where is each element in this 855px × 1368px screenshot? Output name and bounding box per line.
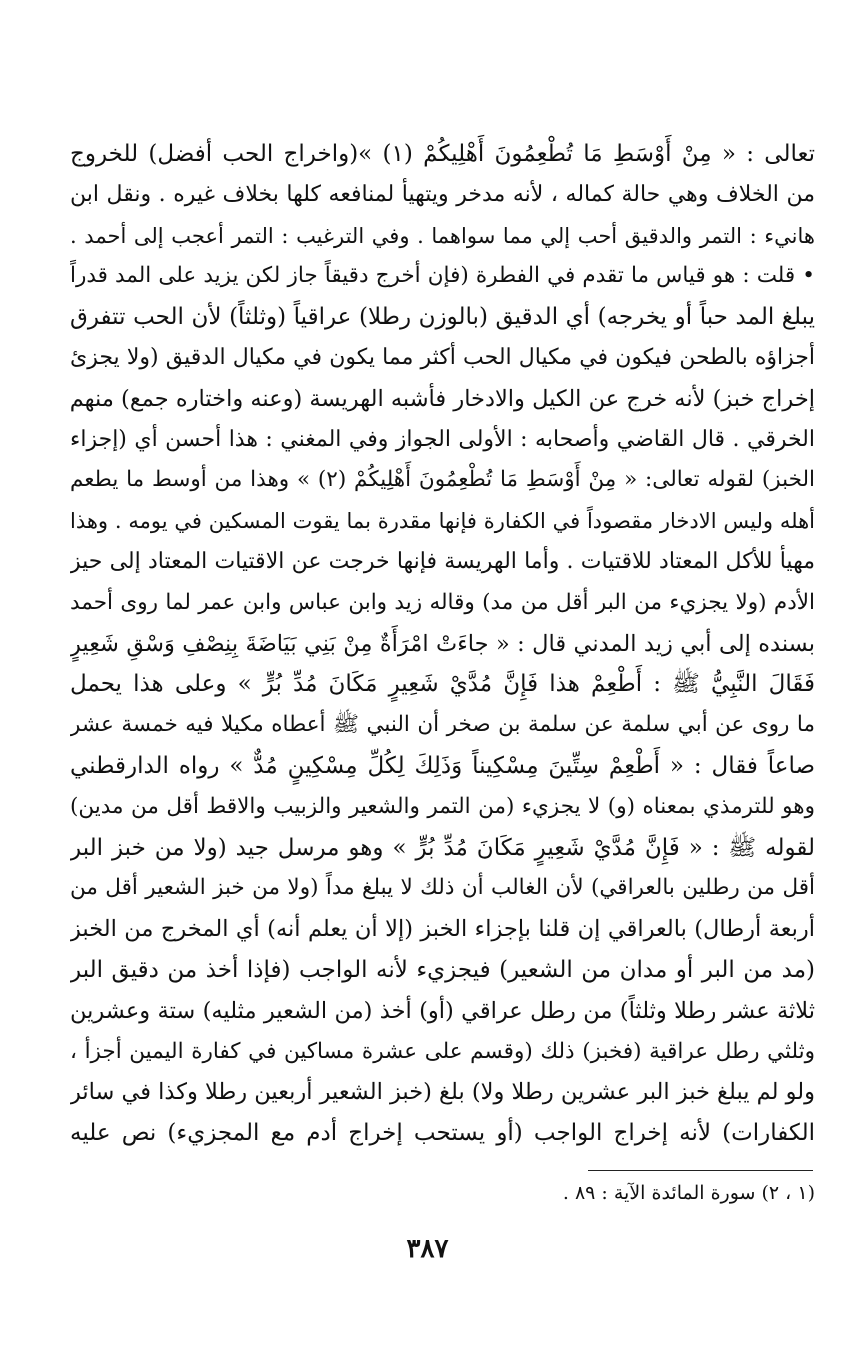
text-line: لقوله ﷺ : « فَإِنَّ مُدَّيْ شَعِيرٍ مَكَانَ مُدِّ بُرٍّ » وهو مرسل جيد (ولا من خبز البر: [70, 834, 815, 861]
text-line: ولو لم يبلغ خبز البر عشرين رطلا ولا) بلغ (خبز الشعير أربعين رطلا وكذا في سائر: [70, 1079, 815, 1106]
text-line: إخراج خبز) لأنه خرج عن الكيل والادخار فأشبه الهريسة (وعنه واختاره جمع) منهم: [70, 385, 815, 412]
page-number: ٣٨٧: [406, 1234, 449, 1264]
text-line: ثلاثة عشر رطلا وثلثاً) من رطل عراقي (أو) أخذ (من الشعير مثليه) ستة وعشرين: [70, 997, 815, 1024]
text-line: ما روى عن أبي سلمة عن سلمة بن صخر أن النبي ﷺ أعطاه مكيلا فيه خمسة عشر: [70, 712, 815, 738]
text-line: هانيء : التمر والدقيق أحب إلي مما سواهما . وفي الترغيب : التمر أعجب إلى أحمد .: [70, 223, 815, 248]
text-line: مهيأ للأكل المعتاد للاقتيات . وأما الهريسة فإنها خرجت عن الاقتيات المعتاد إلى حيز: [70, 548, 815, 574]
footnote-divider: [588, 1170, 813, 1171]
text-line: الكفارات) لأنه إخراج الواجب (أو يستحب إخراج أدم مع المجزيء) نص عليه: [70, 1120, 815, 1147]
text-line: الخرقي . قال القاضي وأصحابه : الأولى الجواز وفي المغني : هذا أحسن أي (إجزاء: [70, 426, 815, 452]
text-line: أهله وليس الادخار مقصوداً في الكفارة فإنها مقدرة بما يقوت المسكين في يومه . وهذا: [70, 509, 815, 534]
text-line: أجزاؤه بالطحن فيكون في مكيال الحب أكثر مما يكون في مكيال الدقيق (ولا يجزئ: [70, 344, 815, 370]
text-line: • قلت : هو قياس ما تقدم في الفطرة (فإن أخرج دقيقاً جاز لكن يزيد على المد قدراً: [70, 263, 815, 289]
text-line: من الخلاف وهي حالة كماله ، لأنه مدخر ويتهيأ لمنافعه كلها بخلاف غيره . ونقل ابن: [70, 181, 815, 207]
text-line: (مد من البر أو مدان من الشعير) فيجزيء لأنه الواجب (فإذا أخذ من دقيق البر: [70, 956, 815, 983]
footnote: (١ ، ٢) سورة المائدة الآية : ٨٩ .: [562, 1182, 815, 1204]
text-line: وثلثي رطل عراقية (فخبز) ذلك (وقسم على عشرة مساكين في كفارة اليمين أجزأ ،: [70, 1038, 815, 1064]
text-line: الأدم (ولا يجزيء من البر أقل من مد) وقاله زيد وابن عباس وابن عمر لما روى أحمد: [70, 589, 815, 615]
text-line: بسنده إلى أبي زيد المدني قال : « جاءَتْ امْرَأَةٌ مِنْ بَنِي بَيَاضَةَ بِنِصْفِ وَسْقِ شَعِيرٍ: [70, 630, 815, 657]
text-line: وهو للترمذي بمعناه (و) لا يجزيء (من التمر والشعير والزبيب والاقط أقل من مدين): [70, 793, 815, 819]
text-line: تعالى : « مِنْ أَوْسَطِ مَا تُطْعِمُونَ أَهْلِيكُمْ (١) »(واخراج الحب أفضل) للخروج: [70, 141, 815, 167]
text-line: الخبز) لقوله تعالى: « مِنْ أَوْسَطِ مَا تُطْعِمُونَ أَهْلِيكُمْ (٢) » وهذا من أوسط ما يطعم: [70, 467, 815, 493]
text-line: فَقَالَ النَّبِيُّ ﷺ : أَطْعِمْ هذا فَإِنَّ مُدَّيْ شَعِيرٍ مَكَانَ مُدِّ بُرٍّ » وعلى هذا يحمل: [70, 671, 815, 698]
text-line: أربعة أرطال) بالعراقي إن قلنا بإجزاء الخبز (إلا أن يعلم أنه) أي المخرج من الخبز: [70, 916, 815, 943]
main-text-block: [70, 134, 815, 1154]
text-line: يبلغ المد حباً أو يخرجه) أي الدقيق (بالوزن رطلا) عراقياً (وثلثاً) لأن الحب تتفرق: [70, 304, 815, 331]
text-line: صاعاً فقال : « أَطْعِمْ سِتِّينَ مِسْكِيناً وَذَلِكَ لِكُلِّ مِسْكِينٍ مُدٌّ » رواه الدارقطني: [70, 752, 815, 779]
text-line: أقل من رطلين بالعراقي) لأن الغالب أن ذلك لا يبلغ مداً (ولا من خبز الشعير أقل من: [70, 875, 815, 901]
